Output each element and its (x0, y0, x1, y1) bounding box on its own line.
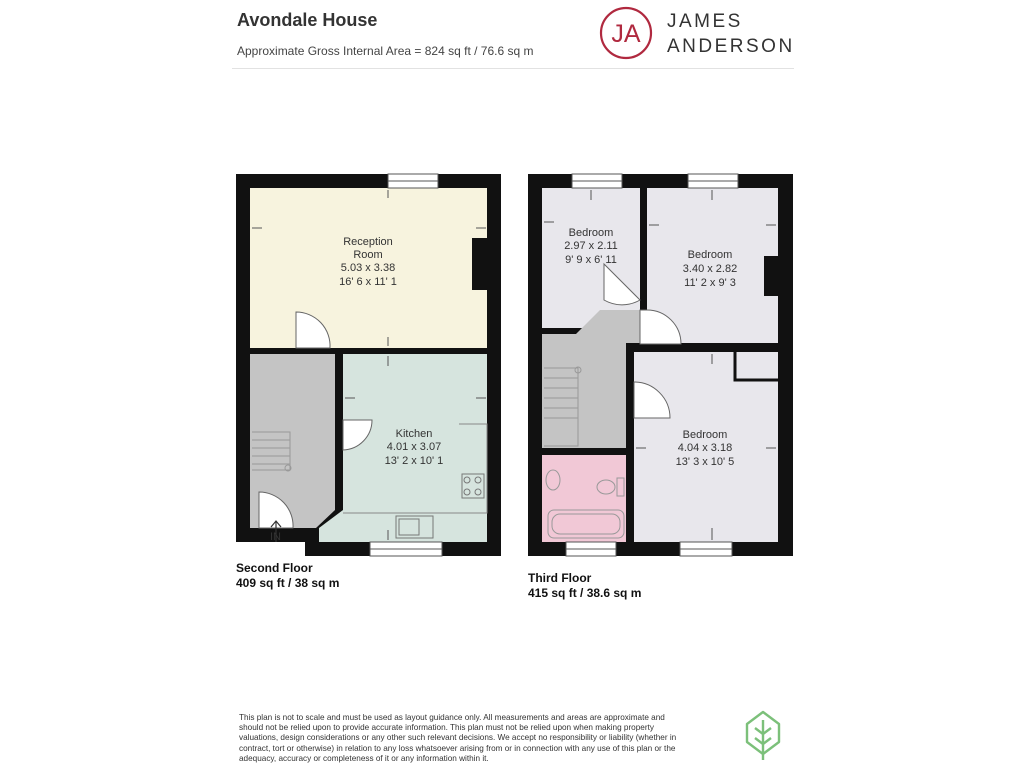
internal-wall (626, 352, 634, 542)
disclaimer-text: This plan is not to scale and must be used as layout guidance only. All measurements and areas are approximate and should not be relied upon to provide accurate information. This plan must not be relied upon when making property valuations, design considerations or any other such relevant decisions. We accept no responsibility or liability (whether in contract, tort or otherwise) in relation to any loss whatsoever arising from or in connection with any use of this plan or the adequacy, accuracy or completeness of it or any information within it. (239, 713, 677, 763)
monogram-text: JA (611, 20, 641, 48)
internal-wall (250, 348, 487, 354)
bedroom-3-metric: 4.04 x 3.18 (677, 442, 733, 454)
second-floor-name: Second Floor (236, 561, 313, 575)
reception-imperial: 16' 6 x 11' 1 (339, 276, 397, 288)
third-floor-label (528, 571, 641, 601)
chimney-breast (764, 256, 778, 296)
internal-wall (542, 448, 626, 455)
kitchen-imperial: 13' 2 x 10' 1 (384, 455, 444, 467)
brand-line-2: ANDERSON (667, 36, 795, 57)
brand-line-1: JAMES (667, 11, 743, 32)
hall-kitchen-wall (335, 354, 343, 514)
kitchen-metric: 4.01 x 3.07 (386, 441, 442, 453)
second-floor-label (236, 561, 339, 591)
third-floor-area: 415 sq ft / 38.6 sq m (528, 586, 642, 600)
reception-metric: 5.03 x 3.38 (340, 262, 396, 274)
eco-tree-icon (744, 710, 782, 762)
reception-name-2: Room (353, 249, 383, 261)
second-floor-area: 409 sq ft / 38 sq m (236, 576, 340, 590)
bedroom-1-imperial: 9' 9 x 6' 11 (565, 254, 617, 266)
bedroom-3-name: Bedroom (682, 429, 728, 441)
bathroom (542, 455, 626, 542)
gross-area-subtitle: Approximate Gross Internal Area = 824 sq ft / 76.6 sq m (237, 44, 534, 58)
second-floor-plan (236, 174, 501, 556)
entrance-label: IN (270, 531, 281, 543)
kitchen-name: Kitchen (395, 428, 433, 440)
bedroom-2-imperial: 11' 2 x 9' 3 (684, 277, 736, 289)
bedroom-1-name: Bedroom (568, 227, 614, 239)
property-title: Avondale House (237, 10, 378, 30)
third-floor-name: Third Floor (528, 571, 592, 585)
bedroom-3-imperial: 13' 3 x 10' 5 (675, 456, 735, 468)
bedroom-1-metric: 2.97 x 2.11 (564, 240, 618, 252)
chimney-breast (472, 238, 487, 290)
bedroom-2-name: Bedroom (687, 249, 733, 261)
bedroom-2-metric: 3.40 x 2.82 (682, 263, 738, 275)
reception-name: Reception (343, 236, 393, 248)
third-floor-plan (528, 174, 793, 556)
